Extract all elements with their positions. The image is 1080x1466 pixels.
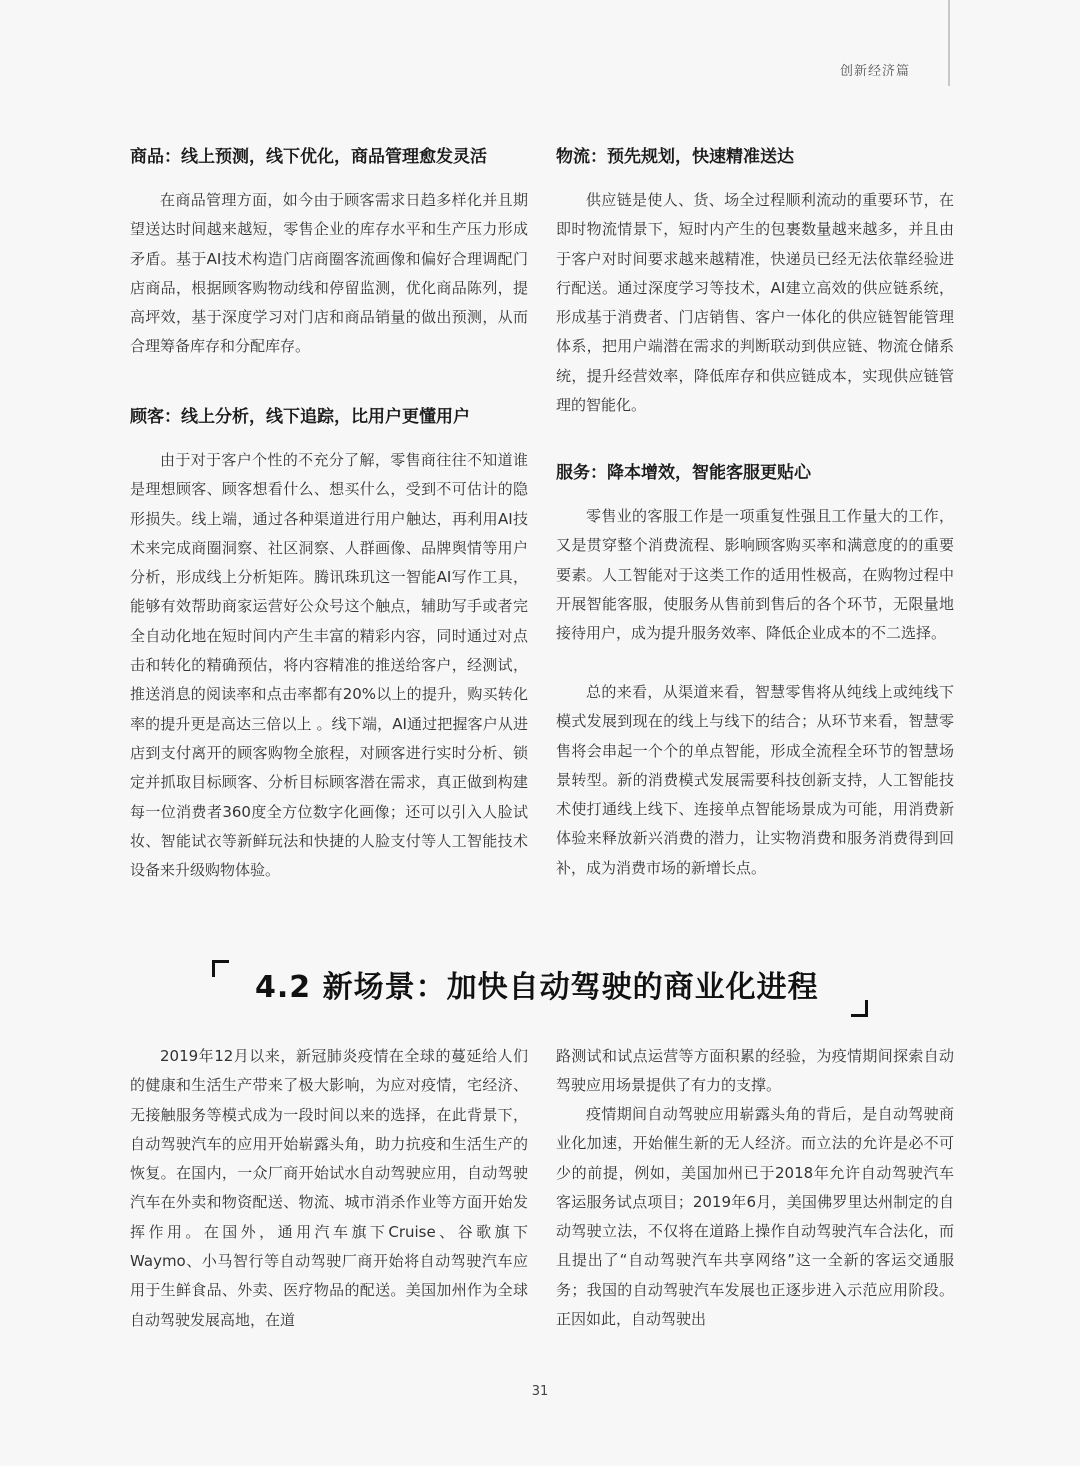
page-number: 31 <box>531 1384 549 1399</box>
paragraph-summary: 总的来看，从渠道来看，智慧零售将从纯线上或纯线下模式发展到现在的线上与线下的结合；从环节来看，智慧零售将会串起一个个的单点智能，形成全流程全环节的智慧场景转型。新的消费模式发展需要科技创新支持，人工智能技术使打通线上线下、连接单点智能场景成为可能，用消费新体验来释放新兴消费的潜力，让实物消费和服务消费得到回补，成为消费市场的新增长点。 <box>556 683 954 877</box>
paragraph-goods: 在商品管理方面，如今由于顾客需求日趋多样化并且期望送达时间越来越短，零售企业的库存水平和生产压力形成矛盾。基于AI技术构造门店商圈客流画像和偏好合理调配门店商品，根据顾客购物动线和停留监测，优化商品陈列，提高坪效，基于深度学习对门店和商品销量的做出预测，从而合理筹备库存和分配库存。 <box>130 191 528 356</box>
paragraph-autonomous-intro: 2019年12月以来，新冠肺炎疫情在全球的蔓延给人们的健康和生活生产带来了极大影响，为应对疫情，宅经济、无接触服务等模式成为一段时间以来的选择，在此背景下，自动驾驶汽车的应用开始崭露头角，助力抗疫和生活生产的恢复。在国内，一众厂商开始试水自动驾驶应用，自动驾驶汽车在外卖和物资配送、物流、城市消杀作业等方面开始发挥作用。在国外，通用汽车旗下Cruise、谷歌旗下Waymo、小马智行等自动驾驶厂商开始将自动驾驶汽车应用于生鲜食品、外卖、医疗物品的配送。美国加州作为全球自动驾驶发展高地，在道 <box>130 1047 528 1329</box>
bracket-close-icon <box>851 1000 868 1017</box>
heading-goods: 商品：线上预测，线下优化，商品管理愈发灵活 <box>130 147 487 167</box>
running-header: 创新经济篇 <box>840 64 911 79</box>
bracket-open-icon <box>212 960 229 977</box>
section-title: 4.2 新场景：加快自动驾驶的商业化进程 <box>255 970 819 1005</box>
header-rule <box>948 0 950 86</box>
paragraph-customers: 由于对于客户个性的不充分了解，零售商往往不知道谁是理想顾客、顾客想看什么、想买什么，受到不可估计的隐形损失。线上端，通过各种渠道进行用户触达，再利用AI技术来完成商圈洞察、社区洞察、人群画像、品牌舆情等用户分析，形成线上分析矩阵。腾讯珠玑这一智能AI写作工具，能够有效帮助商家运营好公众号这个触点，辅助写手或者完全自动化地在短时间内产生丰富的精彩内容，同时通过对点击和转化的精确预估，将内容精准的推送给客户，经测试，推送消息的阅读率和点击率都有20%以上的提升，购买转化率的提升更是高达三倍以上 。线下端，AI通过把握客户从进店到支付离开的顾客购物全旅程，对顾客进行实时分析、锁定并抓取目标顾客、分析目标顾客潜在需求，真正做到构建每一位消费者360度全方位数字化画像；还可以引入人脸试妆、智能试衣等新鲜玩法和快捷的人脸支付等人工智能技术设备来升级购物体验。 <box>130 451 528 880</box>
heading-customers: 顾客：线上分析，线下追踪，比用户更懂用户 <box>130 407 470 427</box>
paragraph-service: 零售业的客服工作是一项重复性强且工作量大的工作，又是贯穿整个消费流程、影响顾客购买率和满意度的的重要要素。人工智能对于这类工作的适用性极高，在购物过程中开展智能客服，使服务从售前到售后的各个环节，无限量地接待用户，成为提升服务效率、降低企业成本的不二选择。 <box>556 507 954 643</box>
paragraph-autonomous-continued: 路测试和试点运营等方面积累的经验，为疫情期间探索自动驾驶应用场景提供了有力的支撑。 <box>556 1047 954 1095</box>
heading-logistics: 物流：预先规划，快速精准送达 <box>556 147 794 167</box>
paragraph-autonomous-legislation: 疫情期间自动驾驶应用崭露头角的背后，是自动驾驶商业化加速，开始催生新的无人经济。而立法的允许是必不可少的前提，例如，美国加州已于2018年允许自动驾驶汽车客运服务试点项目；2019年6月，美国佛罗里达州制定的自动驾驶立法，不仅将在道路上操作自动驾驶汽车合法化，而且提出了“自动驾驶汽车共享网络”这一全新的客运交通服务；我国的自动驾驶汽车发展也正逐步进入示范应用阶段。正因如此，自动驾驶出 <box>556 1105 954 1329</box>
paragraph-logistics: 供应链是使人、货、场全过程顺利流动的重要环节，在即时物流情景下，短时内产生的包裹数量越来越多，并且由于客户对时间要求越来越精准，快递员已经无法依靠经验进行配送。通过深度学习等技术，AI建立高效的供应链系统，形成基于消费者、门店销售、客户一体化的供应链智能管理体系，把用户端潜在需求的判断联动到供应链、物流仓储系统，提升经营效率，降低库存和供应链成本，实现供应链管理的智能化。 <box>556 191 954 415</box>
heading-service: 服务：降本增效，智能客服更贴心 <box>556 463 811 483</box>
